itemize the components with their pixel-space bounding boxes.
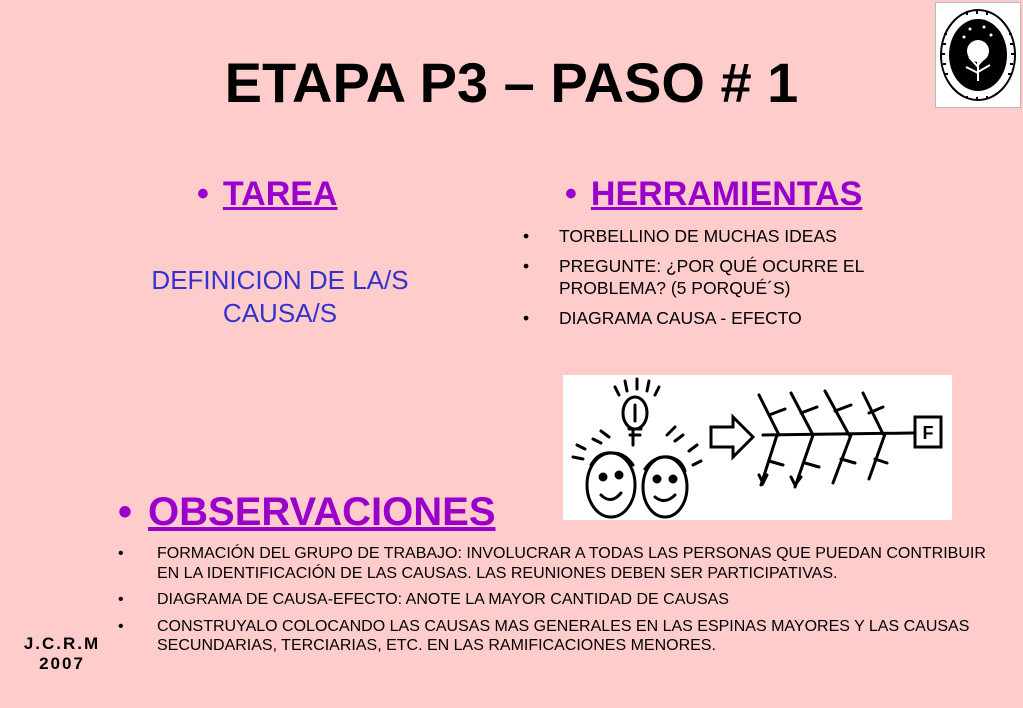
tarea-description: DEFINICION DE LA/S CAUSA/S <box>151 265 409 328</box>
observaciones-item: • CONSTRUYALO COLOCANDO LAS CAUSAS MAS GENERALES EN LAS ESPINAS MAYORES Y LAS CAUSAS SECUNDARIAS, TERCIARIAS, ETC. EN LAS RAMIFICACIONES MENORES. <box>116 617 996 656</box>
observaciones-heading-text: OBSERVACIONES <box>148 490 496 534</box>
author-credit <box>14 634 110 673</box>
herramientas-item: • PREGUNTE: ¿POR QUÉ OCURRE EL PROBLEMA? (5 PORQUÉ´S) <box>520 256 940 300</box>
tarea-bullet: • <box>197 175 209 213</box>
observaciones-item: • DIAGRAMA DE CAUSA-EFECTO: ANOTE LA MAYOR CANTIDAD DE CAUSAS <box>116 590 996 610</box>
herramientas-item: • TORBELLINO DE MUCHAS IDEAS <box>520 226 940 248</box>
tarea-heading-text: TAREA <box>222 175 338 213</box>
university-seal-logo <box>935 2 1021 108</box>
herramientas-list <box>520 226 940 338</box>
herramientas-heading-text: HERRAMIENTAS <box>590 175 863 213</box>
herramientas-heading <box>565 176 862 213</box>
brainstorm-fishbone-illustration <box>563 375 952 520</box>
observaciones-bullet: • <box>118 490 133 534</box>
herramientas-item: • DIAGRAMA CAUSA - EFECTO <box>520 308 940 330</box>
tarea-heading <box>197 176 338 213</box>
slide-title: ETAPA P3 – PASO # 1 <box>224 51 799 114</box>
observaciones-item: • FORMACIÓN DEL GRUPO DE TRABAJO: INVOLUCRAR A TODAS LAS PERSONAS QUE PUEDAN CONTRIBUIR EN LA IDENTIFICACIÓN DE LAS CAUSAS. LAS REUNIONES DEBEN SER PARTICIPATIVAS. <box>116 544 996 583</box>
observaciones-list <box>116 544 996 663</box>
effect-label: F <box>922 423 934 443</box>
herramientas-bullet: • <box>565 175 577 213</box>
observaciones-heading <box>118 490 496 534</box>
author-initials: J.C.R.M <box>23 634 101 653</box>
author-year: 2007 <box>39 653 85 673</box>
